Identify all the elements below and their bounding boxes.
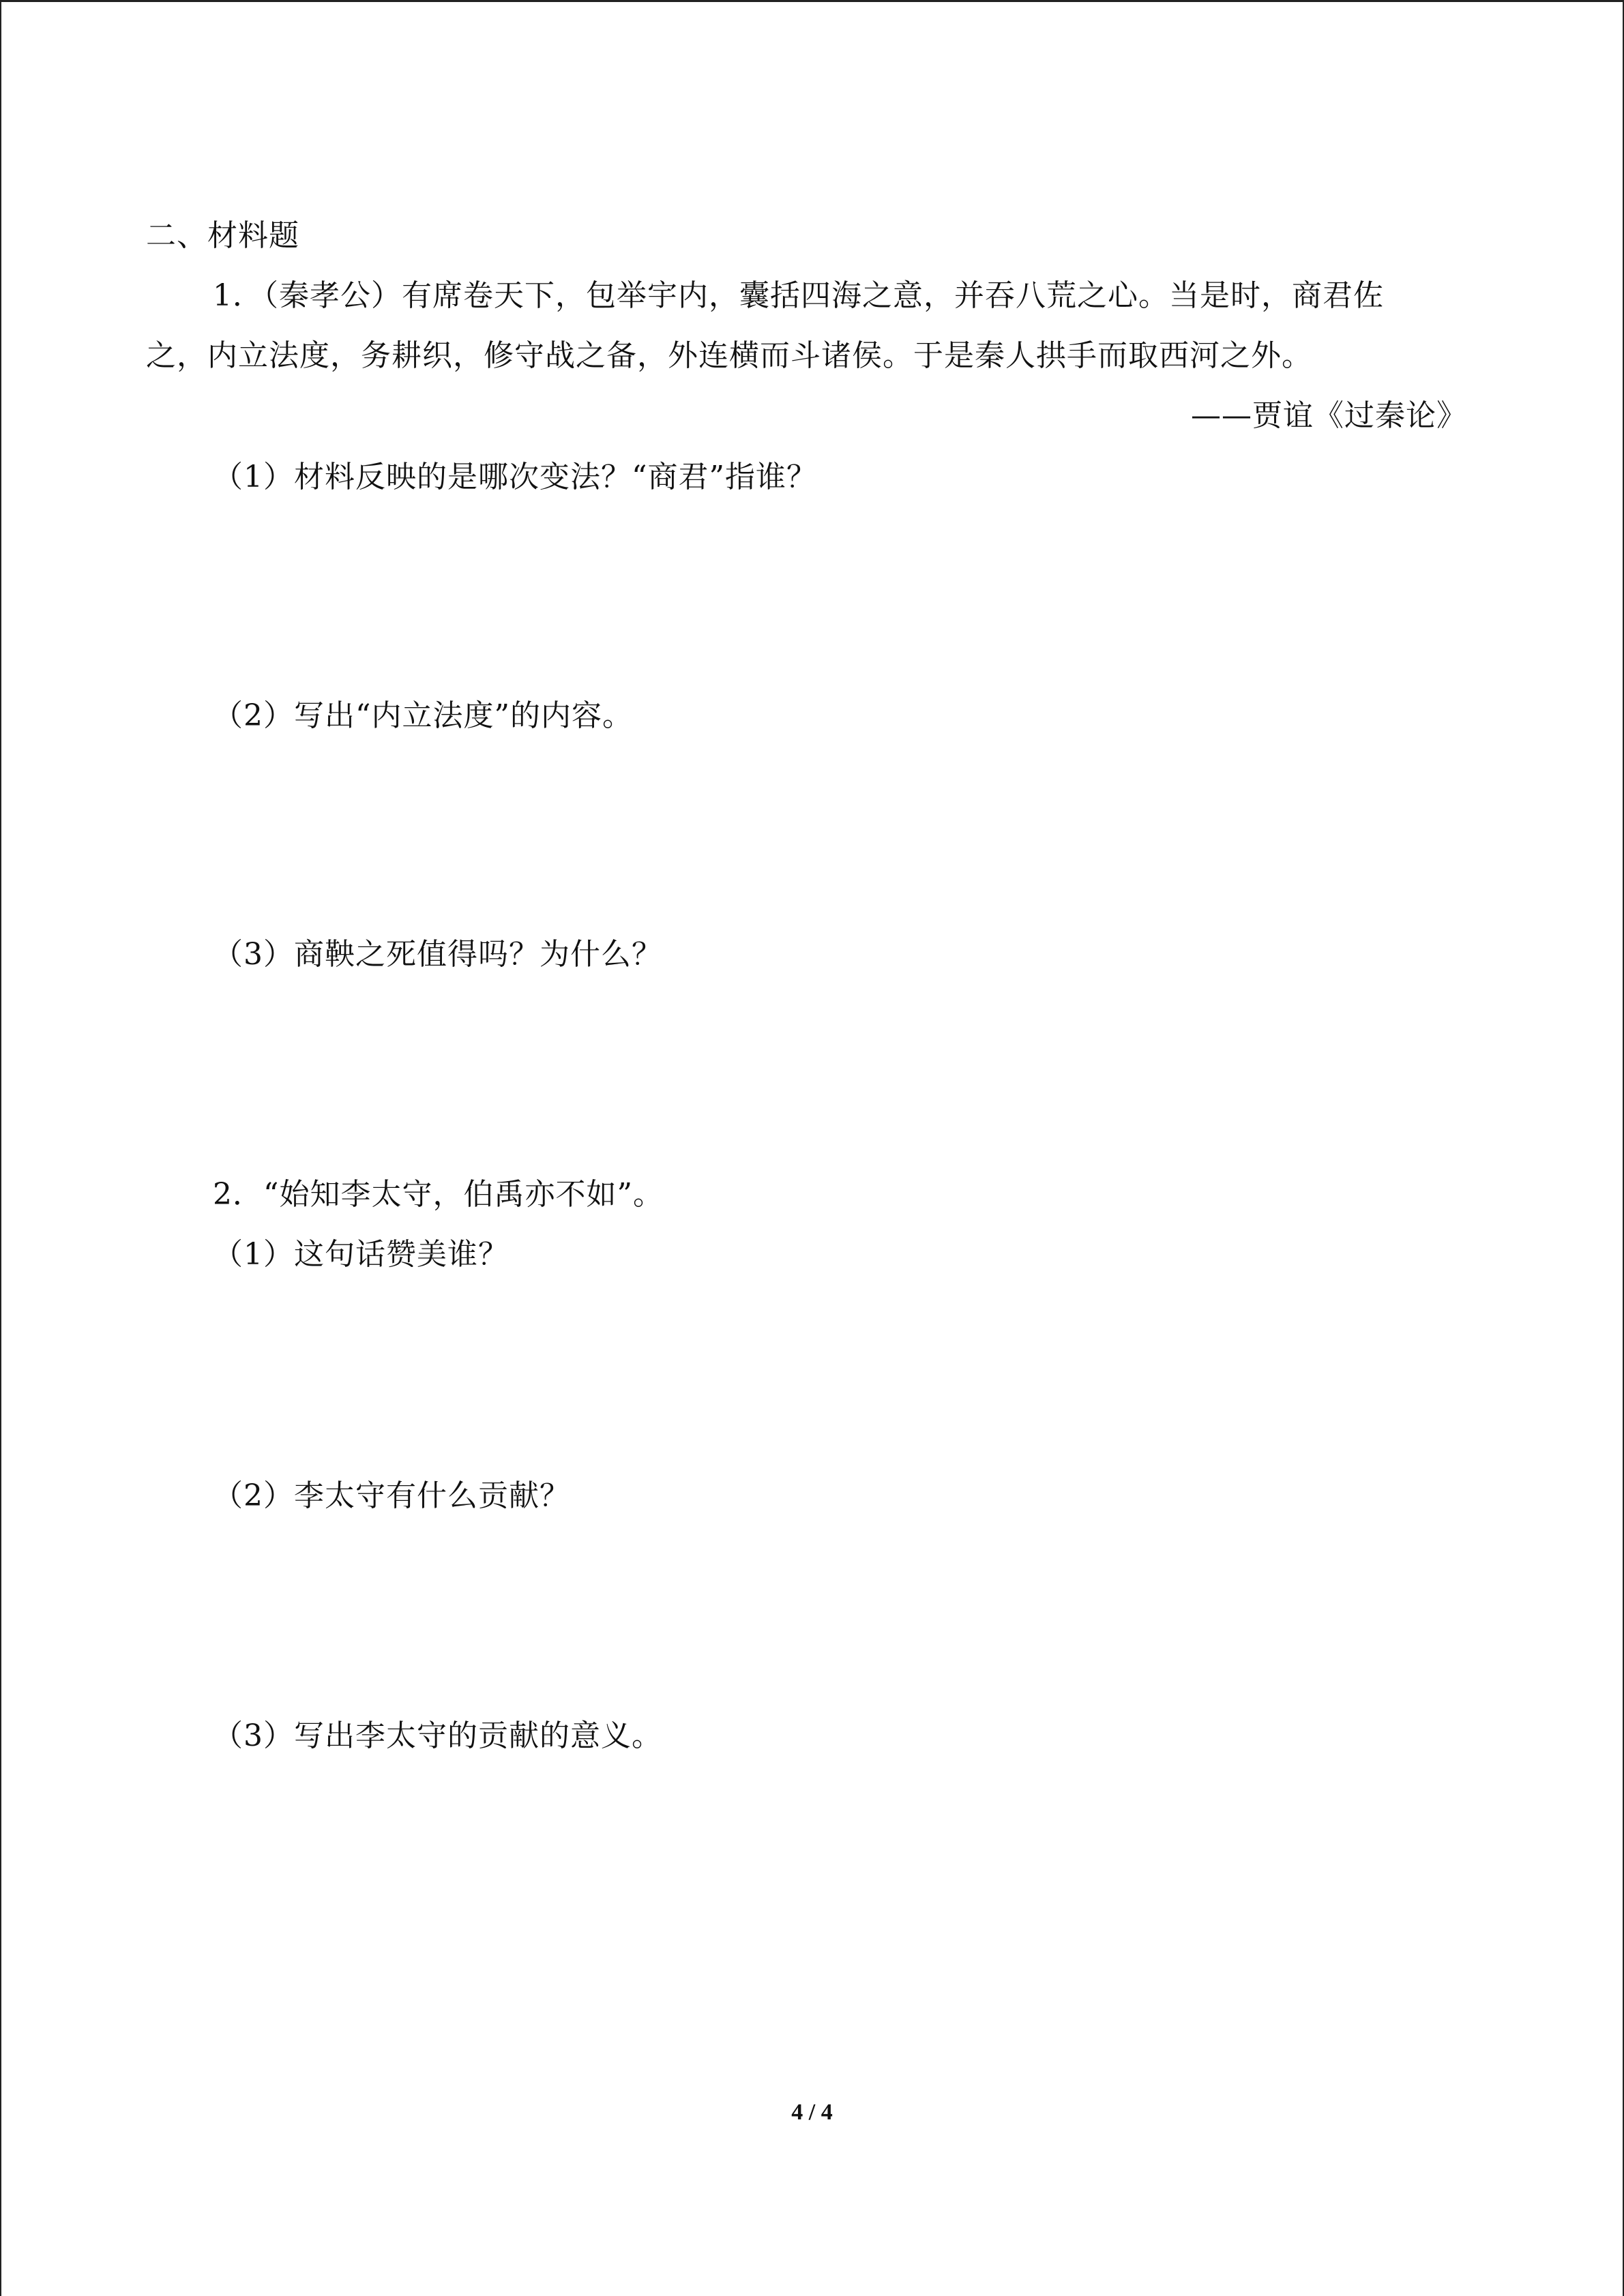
question-1-passage-line-2: 之，内立法度，务耕织，修守战之备，外连横而斗诸侯。于是秦人拱手而取西河之外。 [146,338,1312,373]
question-2-subquestion-2: （2）李太守有什么贡献？ [213,1478,570,1513]
question-1-source-citation: ——贾谊《过秦论》 [1191,398,1467,433]
question-1-subquestion-1: （1）材料反映的是哪次变法？“商君”指谁？ [213,460,817,494]
question-2-subquestion-1: （1）这句话赞美谁？ [213,1237,509,1272]
question-1-subquestion-2: （2）写出“内立法度”的内容。 [213,698,633,733]
question-1-passage-line-1: 1．（秦孝公）有席卷天下，包举宇内，囊括四海之意，并吞八荒之心。当是时，商君佐 [213,278,1384,313]
page-number: 4 / 4 [791,2100,833,2125]
question-1-subquestion-3: （3）商鞅之死值得吗？为什么？ [213,937,662,972]
question-2-subquestion-3: （3）写出李太守的贡献的意义。 [213,1718,662,1753]
section-heading: 二、材料题 [146,218,299,253]
question-2-stem: 2．“始知李太守，伯禹亦不如”。 [213,1177,664,1212]
